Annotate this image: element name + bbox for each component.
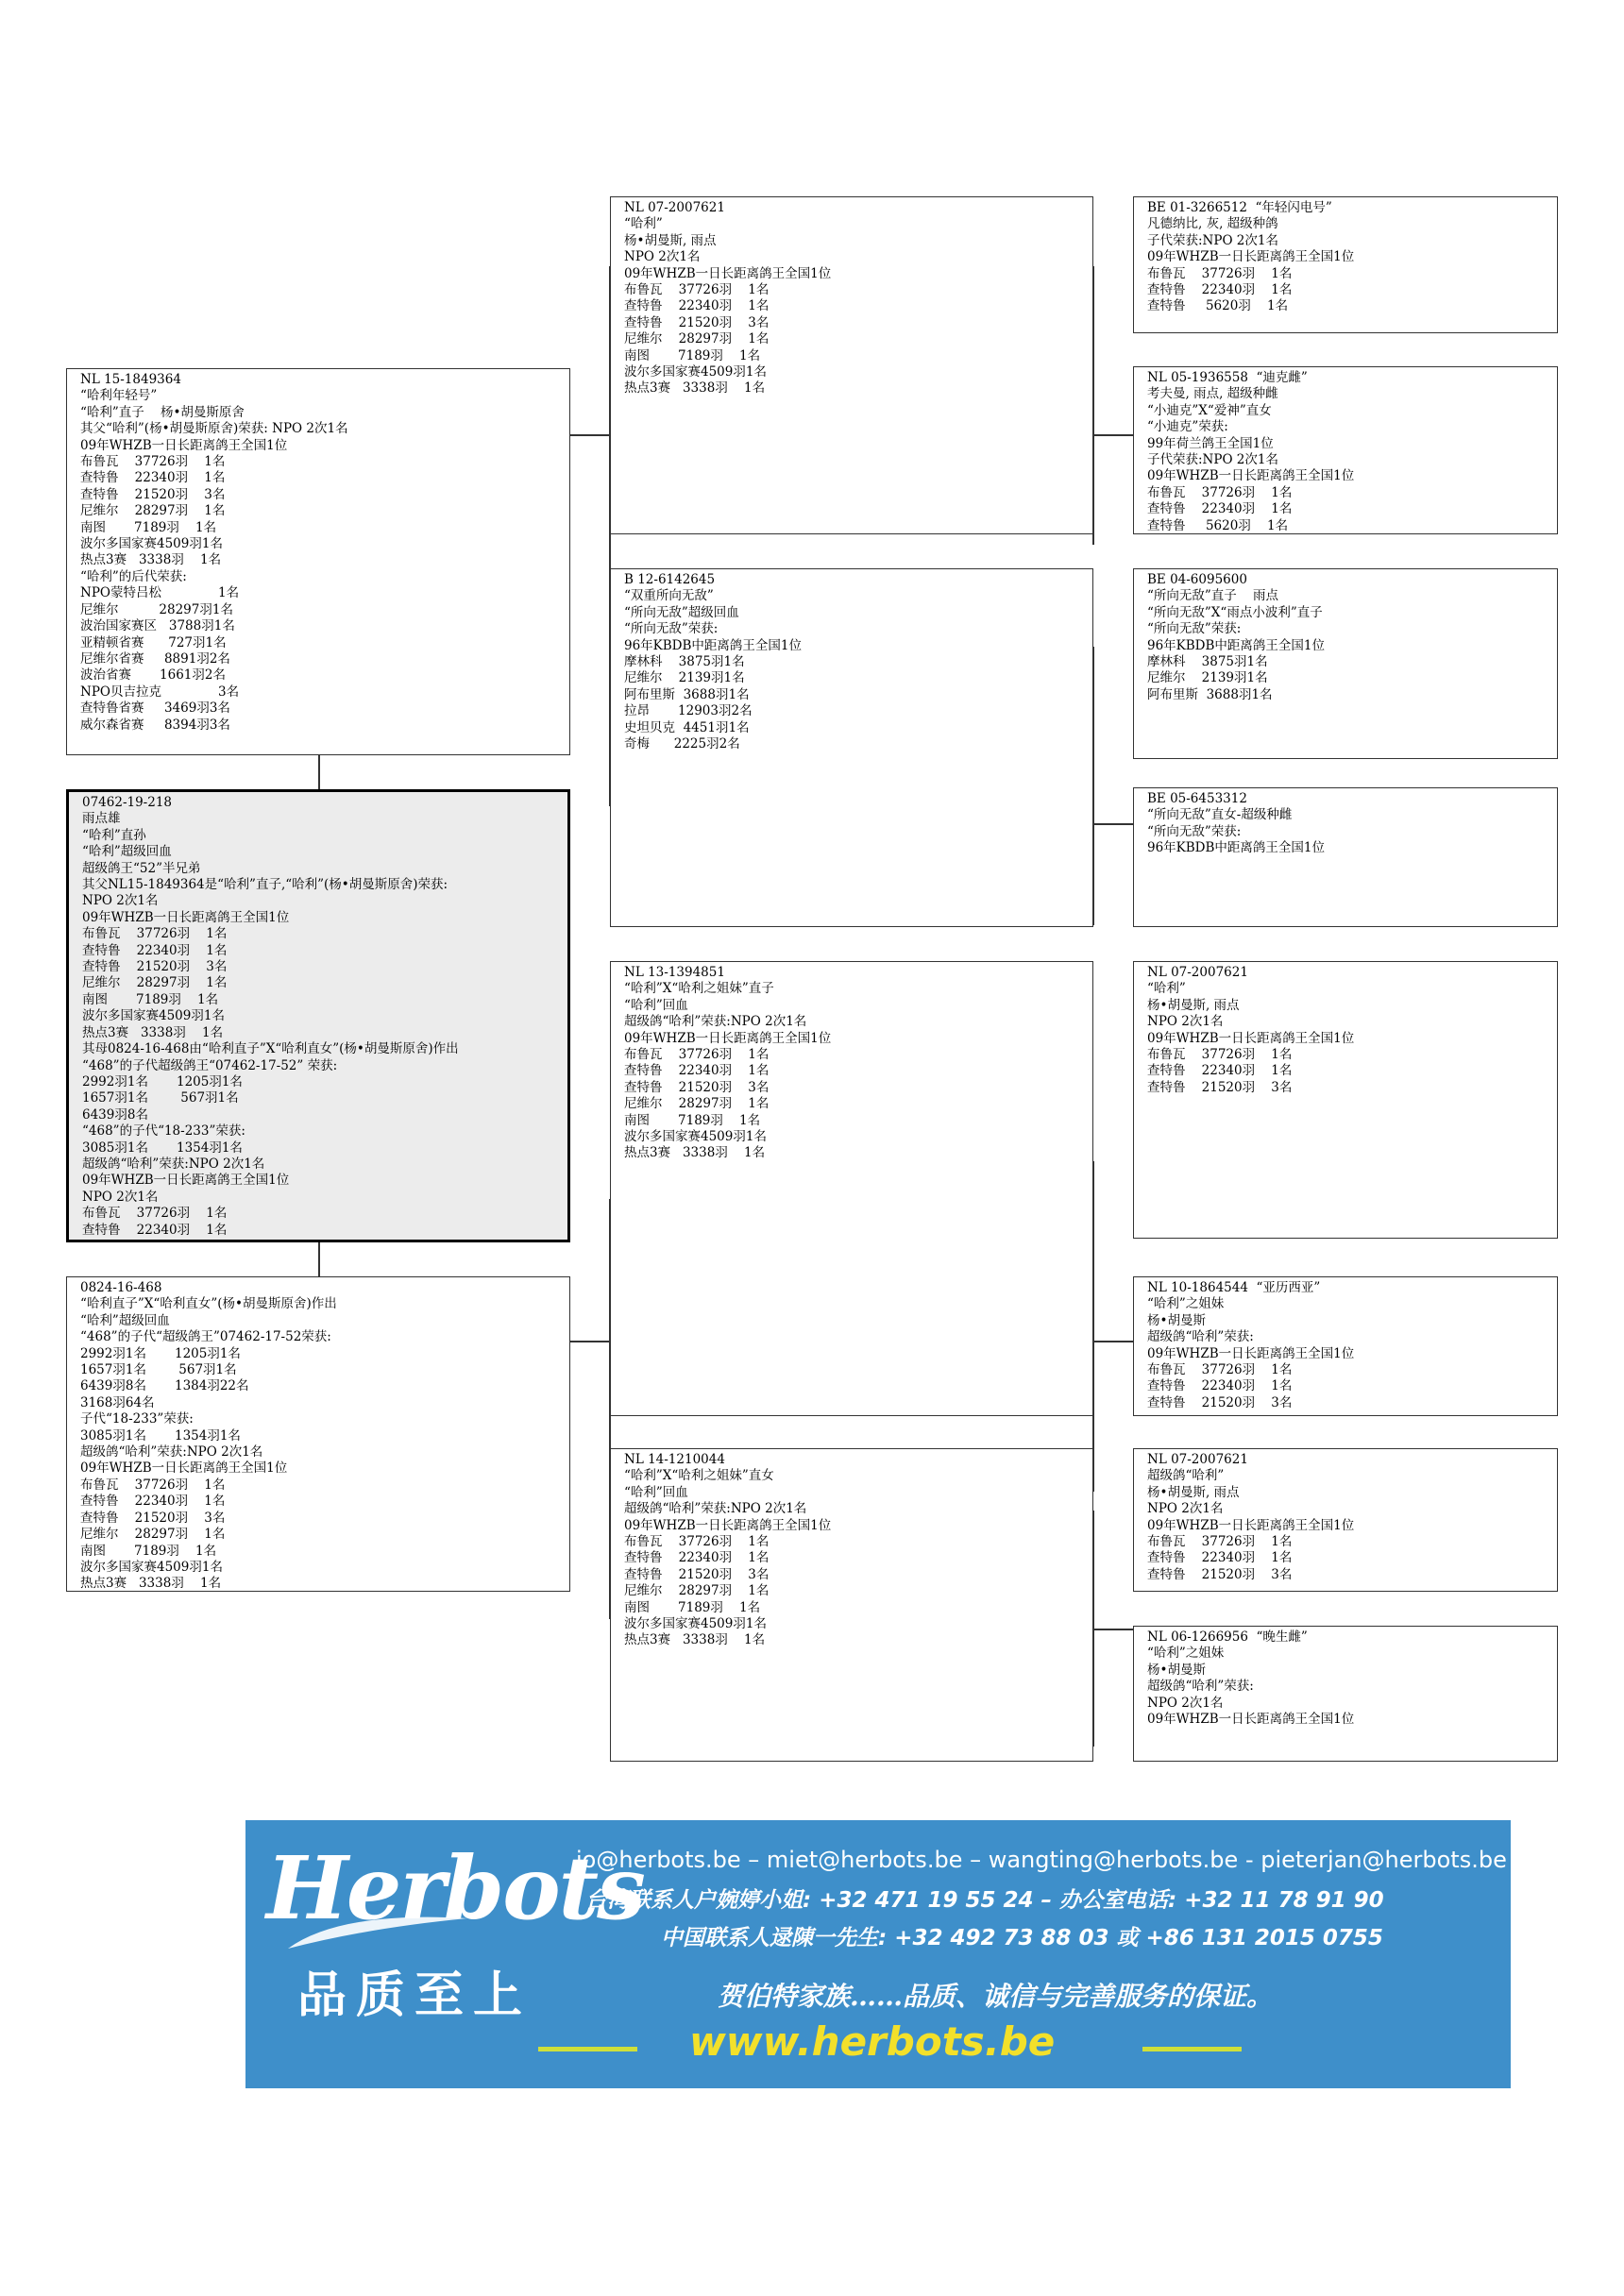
pedigree-box-sire-sire-sire bbox=[1133, 196, 1558, 333]
pedigree-line: 波尔多国家赛4509羽1名 bbox=[80, 1559, 223, 1575]
pedigree-line: 拉昂 12903羽2名 bbox=[624, 703, 753, 719]
pedigree-line: 波治国家赛区 3788羽1名 bbox=[80, 618, 235, 634]
pedigree-line: 超级鸽“哈利”荣获: bbox=[1147, 1679, 1254, 1695]
pedigree-line: 查特鲁 22340羽 1名 bbox=[82, 1222, 228, 1238]
pedigree-line: 查特鲁 22340羽 1名 bbox=[1147, 1550, 1293, 1566]
pedigree-line: 尼维尔 28297羽 1名 bbox=[80, 503, 226, 519]
pedigree-line: 波尔多国家赛4509羽1名 bbox=[624, 364, 767, 380]
pedigree-line: 波尔多国家赛4509羽1名 bbox=[82, 1008, 225, 1024]
pedigree-line: 尼维尔 28297羽 1名 bbox=[624, 1583, 770, 1599]
pedigree-line: 布鲁瓦 37726羽 1名 bbox=[624, 1047, 770, 1063]
pedigree-line: 09年WHZB一日长距离鸽王全国1位 bbox=[80, 1460, 288, 1477]
pedigree-line: 查特鲁 22340羽 1名 bbox=[80, 470, 226, 486]
pedigree-line: 6439羽8名 1384羽22名 bbox=[80, 1378, 249, 1394]
pedigree-line: 1657羽1名 567羽1名 bbox=[80, 1362, 237, 1378]
pedigree-line: 考夫曼, 雨点, 超级种雌 bbox=[1147, 386, 1278, 402]
pedigree-line: “双重所向无敌” bbox=[624, 588, 714, 604]
pedigree-line: “哈利”直子 杨•胡曼斯原舍 bbox=[80, 404, 245, 420]
pedigree-line: 杨•胡曼斯, 雨点 bbox=[1147, 1484, 1240, 1500]
ring-number: 0824-16-468 bbox=[80, 1280, 162, 1295]
pedigree-line: 威尔森省赛 8394羽3名 bbox=[80, 717, 230, 733]
pedigree-line: 09年WHZB一日长距离鸽王全国1位 bbox=[1147, 249, 1355, 265]
pedigree-line: 波尔多国家赛4509羽1名 bbox=[624, 1616, 767, 1632]
connector-line bbox=[1093, 1341, 1133, 1342]
ring-number: NL 07-2007621 bbox=[1147, 965, 1248, 980]
pedigree-box-sire bbox=[66, 368, 570, 755]
pedigree-line: 09年WHZB一日长距离鸽王全国1位 bbox=[1147, 1345, 1355, 1361]
connector-line bbox=[570, 1341, 610, 1342]
pedigree-line: NPO蒙特吕松 1名 bbox=[80, 585, 240, 601]
pedigree-line: 查特鲁 22340羽 1名 bbox=[1147, 1063, 1293, 1079]
pedigree-line: 子代“18-233”荣获: bbox=[80, 1411, 194, 1427]
pedigree-line: 查特鲁 21520羽 3名 bbox=[624, 1566, 770, 1582]
pedigree-box-dam-dam bbox=[610, 1448, 1093, 1762]
ring-number: NL 07-2007621 bbox=[1147, 1452, 1248, 1467]
pedigree-line: 布鲁瓦 37726羽 1名 bbox=[1147, 265, 1293, 281]
pedigree-line: “所向无敌”X“雨点小波利”直子 bbox=[1147, 604, 1323, 620]
pedigree-line: 99年荷兰鸽王全国1位 bbox=[1147, 435, 1274, 451]
ring-number: BE 01-3266512 “年轻闪电号” bbox=[1147, 200, 1332, 215]
pedigree-line: 查特鲁 22340羽 1名 bbox=[1147, 501, 1293, 517]
pedigree-line: 波尔多国家赛4509羽1名 bbox=[624, 1129, 767, 1145]
pedigree-box-sire-dam-dam bbox=[1133, 787, 1558, 927]
pedigree-line: 热点3赛 3338羽 1名 bbox=[80, 552, 222, 568]
banner-slogan: 品质至上 bbox=[297, 1967, 533, 2024]
pedigree-line: “哈利”回血 bbox=[624, 1484, 688, 1500]
pedigree-line: 查特鲁 21520羽 3名 bbox=[1147, 1566, 1293, 1582]
pedigree-line: 尼维尔省赛 8891羽2名 bbox=[80, 650, 230, 667]
pedigree-line: “哈利”直孙 bbox=[82, 827, 146, 843]
pedigree-line: 南图 7189羽 1名 bbox=[82, 991, 219, 1007]
pedigree-line: 布鲁瓦 37726羽 1名 bbox=[1147, 1362, 1293, 1378]
ring-number: NL 05-1936558 “迪克雌” bbox=[1147, 370, 1308, 385]
pedigree-line: 南图 7189羽 1名 bbox=[80, 519, 217, 535]
pedigree-line: “所向无敌”荣获: bbox=[1147, 621, 1242, 637]
ring-number: NL 15-1849364 bbox=[80, 372, 181, 387]
pedigree-line: 1657羽1名 567羽1名 bbox=[82, 1090, 239, 1106]
pedigree-line: 96年KBDB中距离鸽王全国1位 bbox=[1147, 637, 1326, 653]
pedigree-box-sire-dam bbox=[610, 568, 1093, 927]
pedigree-line: “哈利”之姐妹 bbox=[1147, 1296, 1225, 1312]
pedigree-line: 查特鲁 21520羽 3名 bbox=[1147, 1079, 1293, 1095]
pedigree-line: 查特鲁 22340羽 1名 bbox=[82, 942, 228, 958]
pedigree-box-dam-sire-sire bbox=[1133, 961, 1558, 1239]
pedigree-line: 查特鲁 22340羽 1名 bbox=[80, 1494, 226, 1510]
pedigree-line: 凡德纳比, 灰, 超级种鸽 bbox=[1147, 216, 1278, 232]
pedigree-line: 其父“哈利”(杨•胡曼斯原舍)荣获: NPO 2次1名 bbox=[80, 421, 348, 437]
pedigree-line: “哈利”超级回血 bbox=[82, 844, 172, 860]
connector-line bbox=[570, 434, 610, 436]
pedigree-box-sire-sire-dam bbox=[1133, 366, 1558, 534]
pedigree-line: “小迪克”X“爱神”直女 bbox=[1147, 402, 1272, 418]
pedigree-line: “哈利”X“哈利之姐妹”直女 bbox=[624, 1468, 774, 1484]
pedigree-line: 南图 7189羽 1名 bbox=[624, 1112, 761, 1128]
pedigree-line: 查特鲁 21520羽 3名 bbox=[80, 486, 226, 502]
pedigree-line: 2992羽1名 1205羽1名 bbox=[82, 1073, 243, 1089]
pedigree-line: “哈利”X“哈利之姐妹”直子 bbox=[624, 981, 774, 997]
pedigree-line: 杨•胡曼斯 bbox=[1147, 1662, 1206, 1678]
pedigree-line: “468”的子代“18-233”荣获: bbox=[82, 1123, 245, 1140]
pedigree-line: NPO 2次1名 bbox=[1147, 1501, 1224, 1517]
ring-number: 07462-19-218 bbox=[82, 795, 173, 810]
pedigree-line: 布鲁瓦 37726羽 1名 bbox=[624, 282, 770, 298]
pedigree-line: 查特鲁 22340羽 1名 bbox=[1147, 282, 1293, 298]
pedigree-line: 6439羽8名 bbox=[82, 1106, 148, 1123]
pedigree-line: 亚精顿省赛 727羽1名 bbox=[80, 634, 227, 650]
connector-line bbox=[1093, 823, 1133, 825]
pedigree-line: 布鲁瓦 37726羽 1名 bbox=[80, 454, 226, 470]
pedigree-line: 09年WHZB一日长距离鸽王全国1位 bbox=[624, 265, 832, 281]
pedigree-line: 其母0824-16-468由“哈利直子”X“哈利直女”(杨•胡曼斯原舍)作出 bbox=[82, 1041, 459, 1057]
connector-line bbox=[318, 755, 320, 791]
pedigree-line: 查特鲁 22340羽 1名 bbox=[1147, 1378, 1293, 1394]
pedigree-line: 尼维尔 2139羽1名 bbox=[1147, 670, 1268, 686]
ring-number: NL 10-1864544 “亚历西亚” bbox=[1147, 1280, 1321, 1295]
pedigree-line: 热点3赛 3338羽 1名 bbox=[82, 1024, 224, 1040]
pedigree-line: 南图 7189羽 1名 bbox=[624, 1599, 761, 1615]
ring-number: NL 07-2007621 bbox=[624, 200, 725, 215]
pedigree-box-sire-sire bbox=[610, 196, 1093, 534]
pedigree-line: 子代荣获:NPO 2次1名 bbox=[1147, 452, 1278, 468]
pedigree-line: 查特鲁 22340羽 1名 bbox=[624, 298, 770, 314]
pedigree-line: 摩林科 3875羽1名 bbox=[1147, 654, 1268, 670]
pedigree-line: 查特鲁 21520羽 3名 bbox=[624, 314, 770, 330]
pedigree-line: 超级鸽“哈利”荣获:NPO 2次1名 bbox=[82, 1156, 265, 1172]
pedigree-line: 09年WHZB一日长距离鸽王全国1位 bbox=[624, 1030, 832, 1046]
connector-line bbox=[318, 1242, 320, 1276]
pedigree-line: NPO 2次1名 bbox=[82, 893, 159, 909]
pedigree-line: 布鲁瓦 37726羽 1名 bbox=[1147, 1534, 1293, 1550]
pedigree-line: 2992羽1名 1205羽1名 bbox=[80, 1345, 241, 1361]
pedigree-line: 09年WHZB一日长距离鸽王全国1位 bbox=[82, 909, 290, 925]
pedigree-line: 布鲁瓦 37726羽 1名 bbox=[1147, 484, 1293, 500]
pedigree-box-dam bbox=[66, 1276, 570, 1592]
pedigree-line: “小迪克”荣获: bbox=[1147, 419, 1228, 435]
pedigree-line: 09年WHZB一日长距离鸽王全国1位 bbox=[1147, 1517, 1355, 1533]
pedigree-line: “哈利”之姐妹 bbox=[1147, 1646, 1225, 1662]
pedigree-line: 尼维尔 28297羽 1名 bbox=[80, 1527, 226, 1543]
pedigree-line: 查特鲁 21520羽 3名 bbox=[624, 1079, 770, 1095]
pedigree-box-dam-dam-dam bbox=[1133, 1626, 1558, 1762]
pedigree-line: 查特鲁 21520羽 3名 bbox=[82, 959, 228, 975]
pedigree-line: 09年WHZB一日长距离鸽王全国1位 bbox=[1147, 1712, 1355, 1728]
pedigree-line: 波治省赛 1661羽2名 bbox=[80, 667, 226, 684]
ring-number: BE 05-6453312 bbox=[1147, 791, 1247, 806]
pedigree-line: 超级鸽“哈利”荣获:NPO 2次1名 bbox=[624, 1501, 807, 1517]
pedigree-line: “哈利直子”X“哈利直女”(杨•胡曼斯原舍)作出 bbox=[80, 1296, 337, 1312]
pedigree-line: 尼维尔 28297羽1名 bbox=[80, 601, 233, 617]
pedigree-line: 查特鲁 5620羽 1名 bbox=[1147, 517, 1289, 533]
pedigree-line: NPO贝吉拉克 3名 bbox=[80, 684, 240, 700]
pedigree-line: 布鲁瓦 37726羽 1名 bbox=[82, 926, 228, 942]
ring-number: B 12-6142645 bbox=[624, 572, 716, 587]
pedigree-line: 尼维尔 28297羽 1名 bbox=[82, 975, 228, 991]
banner-tagline: 贺伯特家族……品质、诚信与完善服务的保证。 bbox=[718, 1981, 1274, 2012]
pedigree-line: 超级鸽“哈利” bbox=[1147, 1468, 1225, 1484]
pedigree-line: NPO 2次1名 bbox=[1147, 1695, 1224, 1711]
ring-number: NL 14-1210044 bbox=[624, 1452, 725, 1467]
pedigree-line: NPO 2次1名 bbox=[624, 249, 701, 265]
pedigree-line: 3085羽1名 1354羽1名 bbox=[82, 1140, 243, 1156]
pedigree-line: 奇梅 2225羽2名 bbox=[624, 736, 740, 752]
banner-emails[interactable]: jo@herbots.be – miet@herbots.be – wangting@herbots.be - pieterjan@herbots.be bbox=[576, 1847, 1507, 1873]
pedigree-line: 热点3赛 3338羽 1名 bbox=[80, 1576, 222, 1592]
pedigree-line: 南图 7189羽 1名 bbox=[624, 347, 761, 363]
pedigree-line: 09年WHZB一日长距离鸽王全国1位 bbox=[624, 1517, 832, 1533]
pedigree-line: “哈利” bbox=[624, 216, 663, 232]
pedigree-line: “哈利”回血 bbox=[624, 997, 688, 1013]
pedigree-line: 查特鲁 21520羽 3名 bbox=[1147, 1394, 1293, 1410]
pedigree-box-subject bbox=[66, 789, 570, 1242]
pedigree-line: 杨•胡曼斯 bbox=[1147, 1312, 1206, 1328]
pedigree-line: 查特鲁 5620羽 1名 bbox=[1147, 298, 1289, 314]
pedigree-line: “哈利年轻号” bbox=[80, 388, 158, 404]
pedigree-line: 超级鸽“哈利”荣获:NPO 2次1名 bbox=[80, 1444, 263, 1460]
pedigree-line: “468”的子代超级鸽王“07462-17-52” 荣获: bbox=[82, 1057, 338, 1073]
pedigree-line: 96年KBDB中距离鸽王全国1位 bbox=[1147, 840, 1326, 856]
pedigree-line: 阿布里斯 3688羽1名 bbox=[624, 686, 750, 702]
ring-number: NL 06-1266956 “晚生雌” bbox=[1147, 1629, 1308, 1645]
pedigree-line: “所向无敌”荣获: bbox=[1147, 823, 1242, 839]
pedigree-line: 热点3赛 3338羽 1名 bbox=[624, 1145, 766, 1161]
herbots-banner bbox=[245, 1820, 1511, 2088]
ring-number: BE 04-6095600 bbox=[1147, 572, 1247, 587]
banner-website-link[interactable]: www.herbots.be bbox=[689, 2018, 1056, 2065]
decorative-bar bbox=[538, 2047, 637, 2051]
pedigree-line: 3168羽64名 bbox=[80, 1394, 155, 1410]
pedigree-line: 布鲁瓦 37726羽 1名 bbox=[1147, 1047, 1293, 1063]
pedigree-line: 超级鸽“哈利”荣获:NPO 2次1名 bbox=[624, 1014, 807, 1030]
banner-contact-china: 中国联系人逯陳一先生: +32 492 73 88 03 或 +86 131 2015 0755 bbox=[661, 1926, 1383, 1950]
pedigree-line: 查特鲁 22340羽 1名 bbox=[624, 1550, 770, 1566]
pedigree-box-dam-sire bbox=[610, 961, 1093, 1416]
pedigree-line: 布鲁瓦 37726羽 1名 bbox=[82, 1206, 228, 1222]
pedigree-line: NPO 2次1名 bbox=[1147, 1014, 1224, 1030]
pedigree-line: 尼维尔 28297羽 1名 bbox=[624, 331, 770, 347]
pedigree-line: 史坦贝克 4451羽1名 bbox=[624, 719, 750, 735]
banner-contact-taiwan: 台湾联系人户婉婷小姐: +32 471 19 55 24 – 办公室电话: +32 11 78 91 90 bbox=[585, 1888, 1384, 1913]
pedigree-line: “所向无敌”超级回血 bbox=[624, 604, 739, 620]
pedigree-line: 热点3赛 3338羽 1名 bbox=[624, 380, 766, 397]
pedigree-line: “哈利” bbox=[1147, 981, 1186, 997]
pedigree-line: 波尔多国家赛4509羽1名 bbox=[80, 536, 223, 552]
pedigree-line: “哈利”超级回血 bbox=[80, 1312, 170, 1328]
pedigree-line: 09年WHZB一日长距离鸽王全国1位 bbox=[80, 437, 288, 453]
pedigree-line: 摩林科 3875羽1名 bbox=[624, 654, 745, 670]
pedigree-box-dam-dam-sire bbox=[1133, 1448, 1558, 1592]
pedigree-line: “哈利”的后代荣获: bbox=[80, 568, 187, 584]
pedigree-line: 子代荣获:NPO 2次1名 bbox=[1147, 232, 1278, 248]
pedigree-line: “所向无敌”直女-超级种雌 bbox=[1147, 807, 1293, 823]
pedigree-line: 09年WHZB一日长距离鸽王全国1位 bbox=[1147, 1030, 1355, 1046]
pedigree-line: 热点3赛 3338羽 1名 bbox=[624, 1632, 766, 1648]
pedigree-line: “所向无敌”直子 雨点 bbox=[1147, 588, 1278, 604]
pedigree-line: 南图 7189羽 1名 bbox=[80, 1543, 217, 1559]
pedigree-line: 尼维尔 2139羽1名 bbox=[624, 670, 745, 686]
herbots-logo: Herbots bbox=[266, 1837, 644, 1939]
pedigree-line: 96年KBDB中距离鸽王全国1位 bbox=[624, 637, 803, 653]
pedigree-box-dam-sire-dam bbox=[1133, 1276, 1558, 1416]
pedigree-line: NPO 2次1名 bbox=[82, 1189, 159, 1205]
pedigree-line: 布鲁瓦 37726羽 1名 bbox=[80, 1477, 226, 1493]
pedigree-line: 查特鲁 21520羽 3名 bbox=[80, 1510, 226, 1526]
pedigree-line: 尼维尔 28297羽 1名 bbox=[624, 1096, 770, 1112]
pedigree-line: 3085羽1名 1354羽1名 bbox=[80, 1427, 241, 1443]
pedigree-line: 其父NL15-1849364是“哈利”直子,“哈利”(杨•胡曼斯原舍)荣获: bbox=[82, 877, 448, 893]
decorative-bar bbox=[1142, 2047, 1242, 2051]
pedigree-line: 查特鲁 22340羽 1名 bbox=[624, 1063, 770, 1079]
pedigree-line: “所向无敌”荣获: bbox=[624, 621, 719, 637]
pedigree-line: 杨•胡曼斯, 雨点 bbox=[1147, 997, 1240, 1013]
pedigree-line: 09年WHZB一日长距离鸽王全国1位 bbox=[82, 1173, 290, 1189]
pedigree-line: 09年WHZB一日长距离鸽王全国1位 bbox=[1147, 468, 1355, 484]
connector-line bbox=[1093, 1629, 1133, 1630]
pedigree-line: 杨•胡曼斯, 雨点 bbox=[624, 232, 717, 248]
pedigree-line: 雨点雄 bbox=[82, 811, 121, 827]
pedigree-line: 布鲁瓦 37726羽 1名 bbox=[624, 1534, 770, 1550]
pedigree-box-sire-dam-sire bbox=[1133, 568, 1558, 759]
pedigree-line: 查特鲁省赛 3469羽3名 bbox=[80, 701, 230, 717]
pedigree-line: “468”的子代“超级鸽王”07462-17-52荣获: bbox=[80, 1329, 331, 1345]
pedigree-line: 超级鸽王“52”半兄弟 bbox=[82, 860, 201, 876]
connector-line bbox=[1093, 434, 1133, 436]
pedigree-line: 阿布里斯 3688羽1名 bbox=[1147, 686, 1273, 702]
ring-number: NL 13-1394851 bbox=[624, 965, 725, 980]
pedigree-line: 超级鸽“哈利”荣获: bbox=[1147, 1329, 1254, 1345]
